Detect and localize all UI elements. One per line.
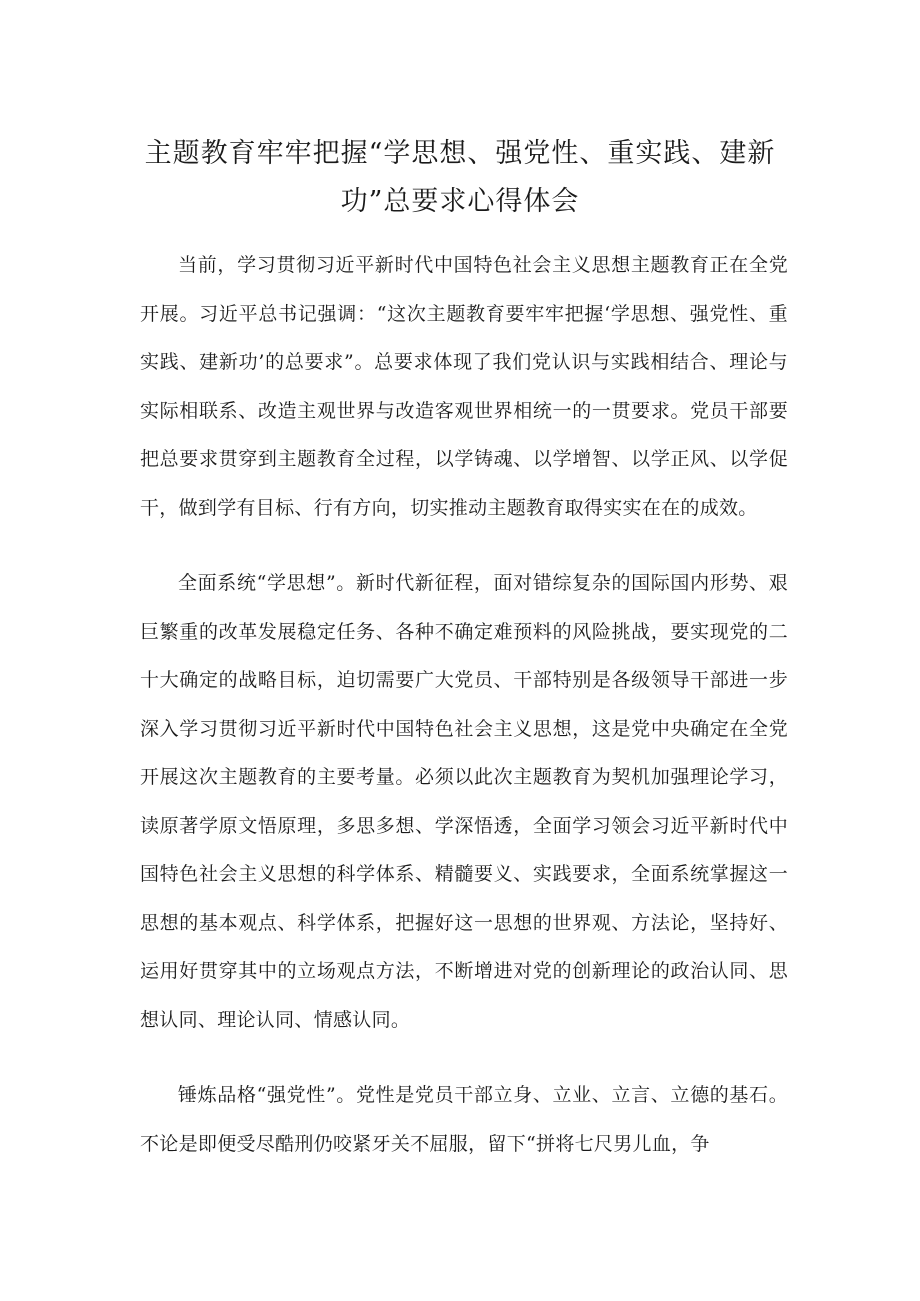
document-body <box>140 241 788 1195</box>
paragraph-intro: 当前，学习贯彻习近平新时代中国特色社会主义思想主题教育正在全党开展。习近平总书记强调：“这次主题教育要牢牢把握‘学思想、强党性、重实践、建新功’的总要求”。总要求体现了我们党认识与实践相结合、理论与实际相联系、改造主观世界与改造客观世界相统一的一贯要求。党员干部要把总要求贯穿到主题教育全过程，以学铸魂、以学增智、以学正风、以学促干，做到学有目标、行有方向，切实推动主题教育取得实实在在的成效。 <box>140 254 788 519</box>
paragraph-study-thought: 全面系统“学思想”。新时代新征程，面对错综复杂的国际国内形势、艰巨繁重的改革发展稳定任务、各种不确定难预料的风险挑战，要实现党的二十大确定的战略目标，迫切需要广大党员、干部特别是各级领导干部进一步深入学习贯彻习近平新时代中国特色社会主义思想，这是党中央确定在全党开展这次主题教育的主要考量。必须以此次主题教育为契机加强理论学习，读原著学原文悟原理，多思多想、学深悟透，全面学习领会习近平新时代中国特色社会主义思想的科学体系、精髓要义、实践要求，全面系统掌握这一思想的基本观点、科学体系，把握好这一思想的世界观、方法论，坚持好、运用好贯穿其中的立场观点方法，不断增进对党的创新理论的政治认同、思想认同、理论认同、情感认同。 <box>140 572 788 1031</box>
paragraph-party-spirit: 锤炼品格“强党性”。党性是党员干部立身、立业、立言、立德的基石。不论是即便受尽酷刑仍咬紧牙关不屈服，留下“拼将七尺男儿血，争 <box>140 1084 788 1155</box>
document-title: 主题教育牢牢把握“学思想、强党性、重实践、建新功”总要求心得体会 <box>144 138 776 217</box>
